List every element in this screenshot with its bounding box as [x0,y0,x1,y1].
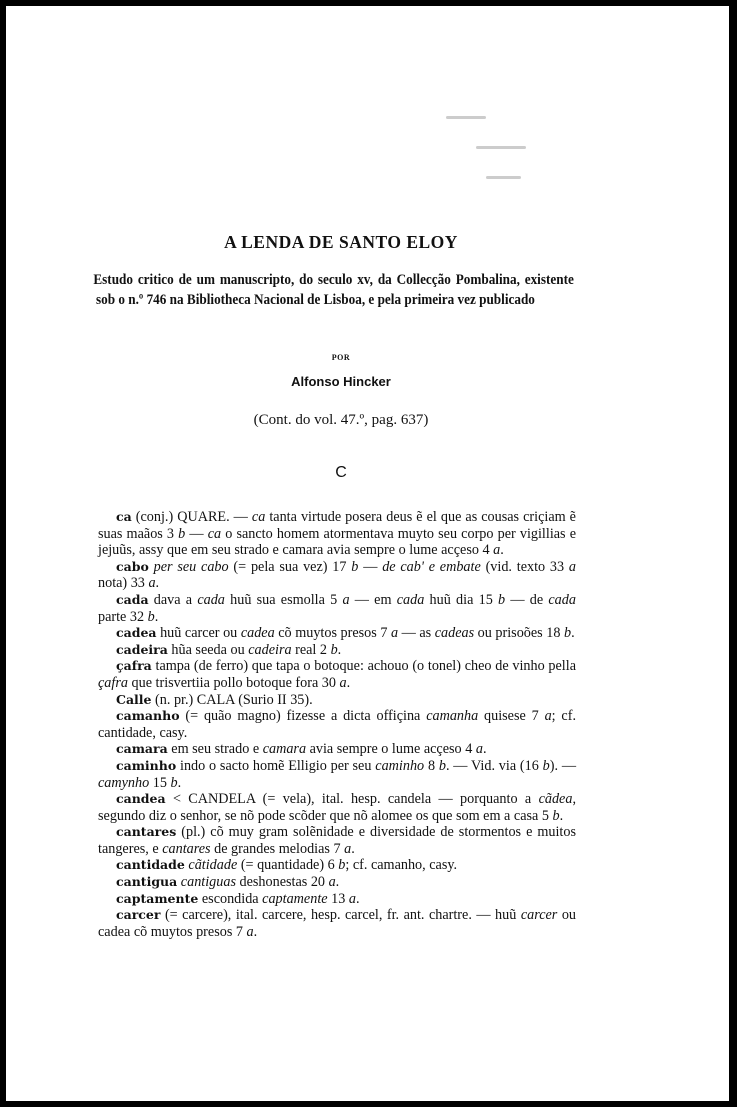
entry-headword: ca [116,509,132,524]
subtitle: Estudo critico de um manuscripto, do seculo xv, da Collecção Pombalina, existente sob o n.º 746 na Bibliotheca Nacional de Lisboa, e pela primeira vez publicado [93,272,574,308]
entry-headword: camara [116,741,168,757]
entry-definition: escondida captamente 13 a. [198,890,360,907]
entry-definition: (pl.) cõ muy gram solẽnidade e diversidade de stormentos e muitos tangeres, e cantares de grandes melodias 7 a. [98,824,576,857]
glossary-entry [98,509,576,559]
glossary-entry [98,758,576,791]
glossary-entry [98,658,576,691]
glossary-entry [98,708,576,741]
entry-definition: < CANDELA (= vela), ital. hesp. candela — porquanto a cãdea, segundo diz o senhor, se nõ pode scõder que nõ alomee os que som em a casa 5 b. [98,791,576,824]
entry-definition: huũ carcer ou cadea cõ muytos presos 7 a — as cadeas ou prisoões 18 b. [156,625,575,642]
entry-definition: hũa seeda ou cadeira real 2 b. [167,641,342,658]
entry-headword: camanho [116,708,180,724]
entry-definition: (= carcere), ital. carcere, hesp. carcel, fr. ant. chartre. — huũ carcer ou cadea cõ muytos presos 7 a. [98,907,577,940]
section-letter: C [335,464,347,481]
entry-headword: candea [116,791,166,807]
glossary-entry [98,741,576,758]
glossary-entry [98,891,576,908]
glossary-entry [98,857,576,874]
entry-headword: cabo [116,558,149,574]
glossary-entries [98,509,576,940]
entry-definition: cãtidade (= quantidade) 6 b; cf. camanho, casy. [188,857,458,874]
glossary-entry [98,592,576,625]
entry-definition: (n. pr.) CALA (Surio II 35). [151,691,313,708]
entry-headword: cada [116,591,149,607]
entry-definition: em seu strado e camara avia sempre o lume acçeso 4 a. [167,741,487,758]
entry-definition: per seu cabo (= pela sua vez) 17 b — de cab' e embate (vid. texto 33 a nota) 33 a. [98,558,577,592]
glossary-entry [98,907,576,940]
paper-blemish [446,116,486,119]
glossary-entry [98,824,576,857]
entry-headword: captamente [116,890,199,906]
entry-definition: tampa (de ferro) que tapa o botoque: achouo (o tonel) cheo de vinho pella çafra que trisvertiia pollo botoque fora 30 a. [98,658,576,691]
paper-blemish [486,176,521,179]
author-name: Alfonso Hincker [291,374,391,389]
page-title: A LENDA DE SANTO ELOY [224,232,458,252]
entry-headword: cantares [116,824,177,840]
entry-definition: (conj.) QUARE. — ca tanta virtude posera deus ẽ el que as cousas criçiam ẽ suas maãos 3 b — ca o sancto homem atormentava muyto seu corpo per vigillias e jejuũs, assy que em seu strado e camara avia sempre o lume acçeso 4 a. [98,509,576,559]
manuscript-page [6,6,729,1101]
entry-definition: (= quão magno) fizesse a dicta offiçina camanha quisese 7 a; cf. cantidade, casy. [98,708,576,741]
entry-headword: cantigua [116,874,178,890]
entry-definition: indo o sacto homẽ Elligio per seu caminho 8 b. — Vid. via (16 b). — camynho 15 b. [98,757,577,791]
entry-headword: cadea [116,625,157,641]
entry-headword: caminho [116,757,177,773]
entry-headword: cadeira [116,641,168,657]
glossary-entry [98,559,576,592]
by-label: POR [331,353,351,362]
entry-definition: dava a cada huũ sua esmolla 5 a — em cada huũ dia 15 b — de cada parte 32 b. [98,591,576,625]
glossary-entry [98,692,576,709]
continuation-note: (Cont. do vol. 47.º, pag. 637) [253,412,429,428]
glossary-entry [98,642,576,659]
glossary-entry [98,791,576,824]
entry-headword: çafra [116,658,152,674]
glossary-entry [98,625,576,642]
entry-definition: cantiguas deshonestas 20 a. [180,874,340,891]
entry-headword: Calle [116,691,152,707]
glossary-entry [98,874,576,891]
entry-headword: carcer [116,907,161,923]
paper-blemish [476,146,526,149]
entry-headword: cantidade [116,857,185,873]
